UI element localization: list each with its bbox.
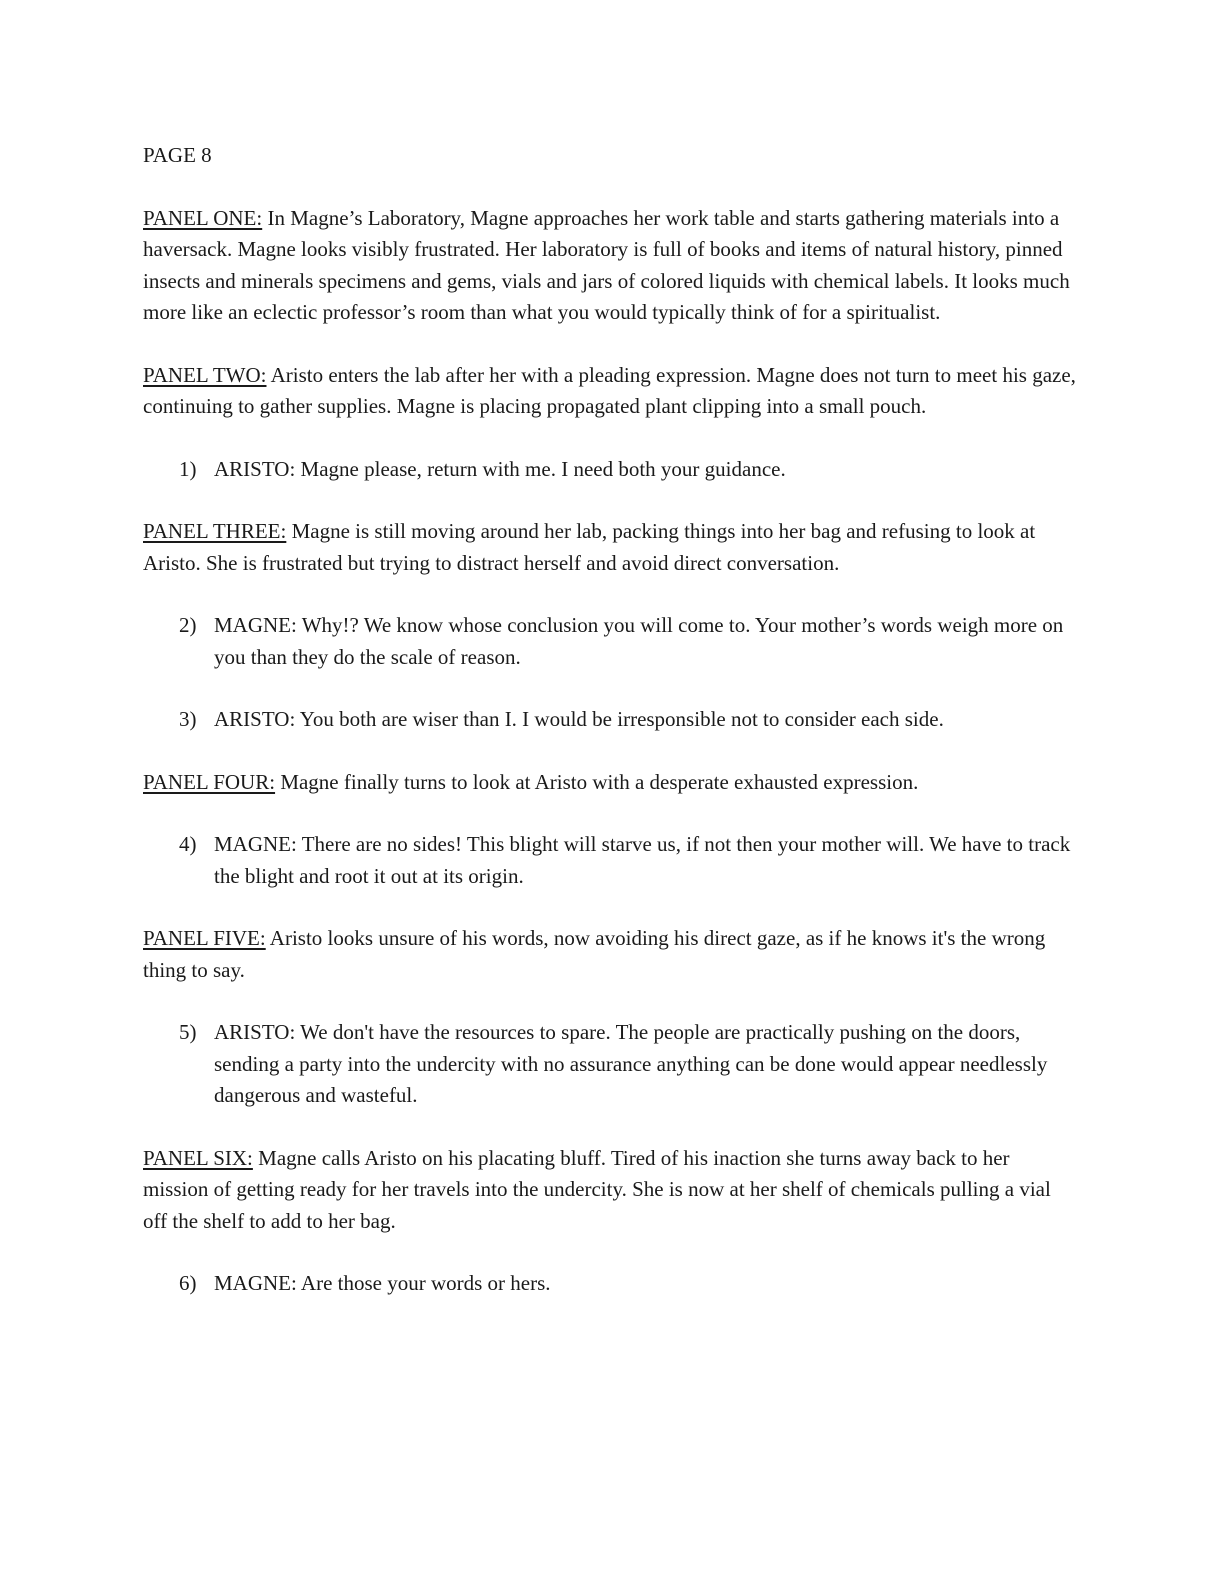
dialogue-list xyxy=(143,610,1078,736)
panel-text: Magne is still moving around her lab, packing things into her bag and refusing to look at Aristo. She is frustrated but trying to distract herself and avoid direct conversation. xyxy=(143,519,1036,575)
dialogue-list xyxy=(143,1017,1078,1112)
dialogue-line xyxy=(143,1017,1078,1112)
panel-label: PANEL FIVE: xyxy=(143,926,266,950)
dialogue-number: 4) xyxy=(179,832,197,856)
panel-description xyxy=(143,516,1078,579)
dialogue-line xyxy=(143,829,1078,892)
panel-text: Magne finally turns to look at Aristo with a desperate exhausted expression. xyxy=(275,769,919,794)
dialogue-line xyxy=(143,454,1078,486)
panel-description xyxy=(143,203,1078,329)
dialogue-list xyxy=(143,1268,1078,1300)
panel-text: Aristo enters the lab after her with a pleading expression. Magne does not turn to meet his gaze, continuing to gather supplies. Magne is placing propagated plant clipping into a small pouch. xyxy=(143,362,1076,418)
panel-text: In Magne’s Laboratory, Magne approaches her work table and starts gathering materials into a haversack. Magne looks visibly frustrated. Her laboratory is full of books and items of natural history, pinned insects and minerals specimens and gems, vials and jars of colored liquids with chemical labels. It looks much more like an eclectic professor’s room than what you would typically think of for a spiritualist. xyxy=(143,205,1070,324)
dialogue-number: 3) xyxy=(179,707,197,731)
dialogue-list xyxy=(143,454,1078,486)
dialogue-number: 5) xyxy=(179,1020,197,1044)
panel-label: PANEL THREE: xyxy=(143,519,287,543)
dialogue-number: 1) xyxy=(179,456,197,481)
panel-description xyxy=(143,767,1078,799)
panel-description xyxy=(143,923,1078,986)
dialogue-text: MAGNE: Why!? We know whose conclusion you will come to. Your mother’s words weigh more on you than they do the scale of reason. xyxy=(214,613,1064,669)
panel-description xyxy=(143,360,1078,423)
dialogue-list xyxy=(143,829,1078,892)
panel-label: PANEL FOUR: xyxy=(143,769,276,794)
panel-text: Magne calls Aristo on his placating bluff. Tired of his inaction she turns away back to her mission of getting ready for her travels into the undercity. She is now at her shelf of chemicals pulling a vial off the shelf to add to her bag. xyxy=(143,1145,1051,1233)
panel-text: Aristo looks unsure of his words, now avoiding his direct gaze, as if he knows it's the wrong thing to say. xyxy=(143,926,1046,982)
panel-label: PANEL SIX: xyxy=(143,1145,253,1170)
dialogue-text: ARISTO: Magne please, return with me. I need both your guidance. xyxy=(214,456,786,481)
panel-description xyxy=(143,1143,1078,1238)
dialogue-text: ARISTO: You both are wiser than I. I would be irresponsible not to consider each side. xyxy=(214,707,944,731)
dialogue-text: ARISTO: We don't have the resources to spare. The people are practically pushing on the doors, sending a party into the undercity with no assurance anything can be done would appear needlessly dangerous and wasteful. xyxy=(214,1020,1048,1107)
panel-label: PANEL ONE: xyxy=(143,205,263,230)
dialogue-line xyxy=(143,704,1078,736)
dialogue-line xyxy=(143,1268,1078,1300)
dialogue-text: MAGNE: There are no sides! This blight will starve us, if not then your mother will. We have to track the blight and root it out at its origin. xyxy=(214,832,1071,888)
page-heading: PAGE 8 xyxy=(143,143,212,167)
dialogue-number: 2) xyxy=(179,613,197,637)
dialogue-text: MAGNE: Are those your words or hers. xyxy=(214,1271,551,1295)
script-page xyxy=(143,140,1078,1331)
dialogue-line xyxy=(143,610,1078,673)
dialogue-number: 6) xyxy=(179,1271,197,1295)
panel-label: PANEL TWO: xyxy=(143,362,267,387)
